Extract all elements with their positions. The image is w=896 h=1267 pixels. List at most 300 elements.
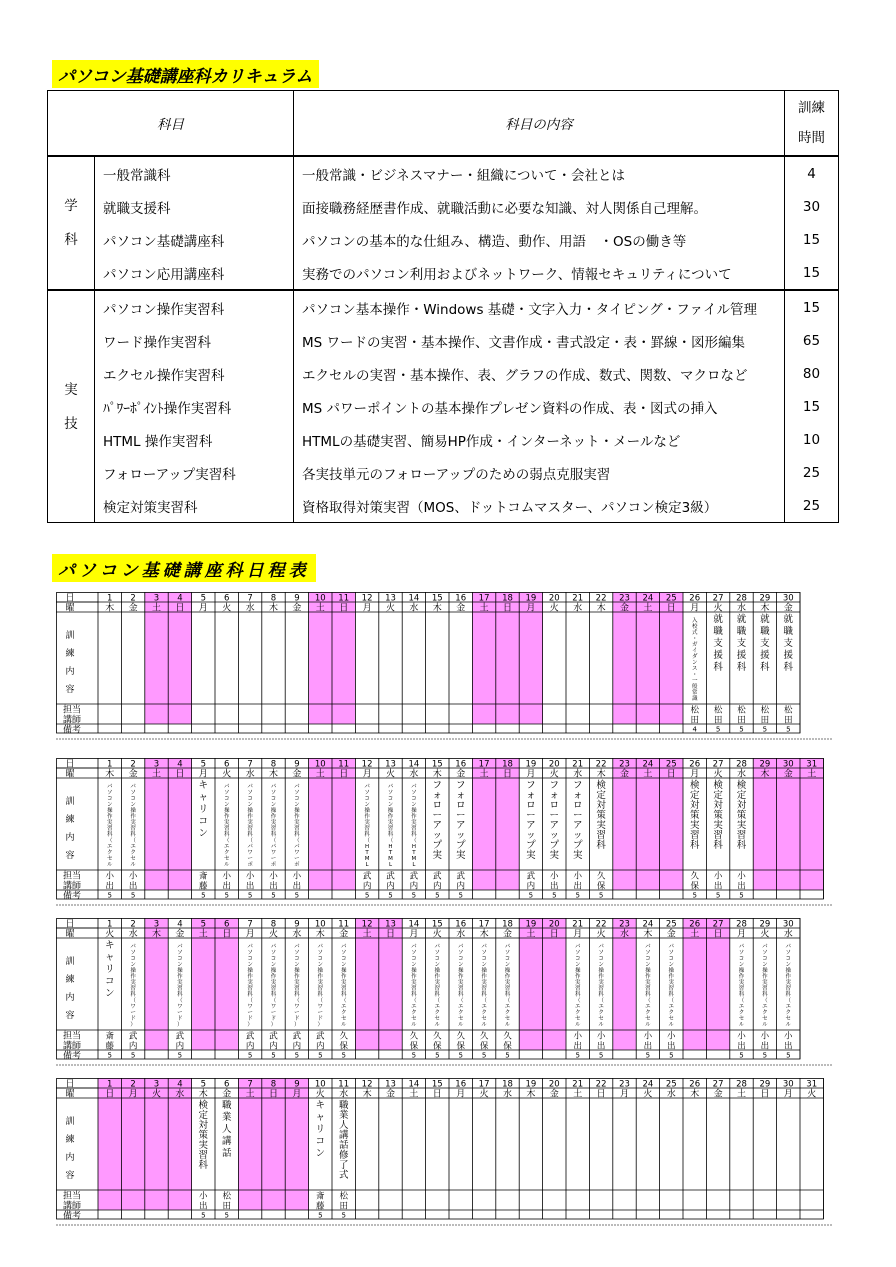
day-number: 7 (247, 919, 253, 930)
training-content-char: セ (434, 1016, 441, 1022)
teacher-name: 松 (784, 705, 793, 716)
training-content-char: 定 (713, 790, 723, 801)
training-content-char: ワ (294, 850, 300, 856)
training-content-char: 操 (668, 968, 675, 974)
training-content-char: 操 (738, 968, 745, 974)
training-content-char: 作 (645, 974, 651, 980)
training-content-char: パ (762, 944, 768, 950)
teacher-name: 小 (269, 871, 278, 882)
teacher-name: 出 (737, 1041, 746, 1052)
training-content-char: エ (340, 1004, 347, 1010)
row-label-content: 練 (65, 815, 75, 825)
training-content-char: 習 (411, 986, 417, 992)
day-number: 21 (572, 1079, 584, 1090)
teacher-name: 田 (222, 1201, 231, 1212)
training-content-char: ォ (455, 790, 466, 801)
training-content-char: 科 (457, 992, 464, 998)
weekday-label: 木 (105, 769, 115, 780)
teacher-name: 田 (713, 715, 723, 726)
teacher-name: 久 (409, 1031, 419, 1042)
training-content-char: コ (247, 796, 253, 802)
weekday-label: 金 (385, 1089, 396, 1100)
training-content-char: （ (668, 998, 675, 1004)
day-number: 27 (712, 759, 724, 770)
day-number: 19 (525, 1079, 537, 1090)
training-content-char: 科 (736, 840, 747, 851)
training-content-char: 習 (598, 986, 604, 992)
training-content-char: 操 (598, 968, 604, 974)
day-number: 31 (806, 1079, 818, 1090)
note-value: 5 (247, 1051, 253, 1060)
note-value: 5 (739, 891, 744, 900)
training-content-char: 職 (760, 626, 770, 637)
training-content-char: 操 (247, 808, 253, 814)
training-content-char: ・ (691, 672, 698, 678)
training-content-char: ー (294, 856, 300, 862)
training-content-char: ロ (572, 800, 583, 811)
training-content-char: コ (198, 816, 209, 827)
training-content-char: 作 (106, 814, 113, 820)
header-hours-line1: 訓練 (798, 100, 825, 116)
training-content-char: 就 (783, 614, 794, 625)
training-content-char: ッ (455, 830, 466, 841)
training-content-char: ド (317, 1016, 324, 1022)
weekday-label: 土 (526, 929, 536, 940)
weekday-label: 月 (198, 603, 208, 614)
curriculum-subject: パソコン応用講座科 (103, 266, 225, 283)
note-value: 5 (294, 891, 300, 900)
training-content-char: ア (455, 820, 466, 831)
weekday-label: 水 (736, 769, 747, 780)
day-number: 14 (408, 593, 420, 604)
day-number: 15 (431, 759, 443, 770)
weekday-label: 火 (385, 769, 396, 780)
training-content-char: コ (294, 796, 300, 802)
curriculum-category-char: 科 (64, 232, 78, 248)
teacher-name: 内 (456, 881, 465, 892)
teacher-name: 藤 (316, 1201, 325, 1212)
training-content-char: 講 (338, 1130, 349, 1141)
training-content-char: 操 (364, 808, 370, 814)
day-number: 22 (595, 759, 607, 770)
training-content-char: 科 (713, 840, 723, 851)
training-content-char: 校 (691, 624, 698, 630)
training-content-char: 操 (130, 808, 136, 814)
teacher-name: 内 (386, 881, 395, 892)
curriculum-hours: 15 (785, 223, 839, 256)
weekday-label: 土 (362, 929, 372, 940)
header-hours (785, 91, 839, 157)
training-content-char: プ (455, 840, 466, 851)
weekday-label: 土 (807, 769, 817, 780)
day-number: 6 (223, 919, 230, 930)
training-content-char: コ (104, 976, 115, 987)
teacher-name: 小 (105, 871, 114, 882)
weekday-label: 日 (549, 929, 559, 940)
training-content-char: T (365, 850, 369, 856)
curriculum-row (48, 456, 839, 489)
row-label-day: 日 (65, 919, 75, 930)
schedule-title: パソコン基礎講座科日程表 (52, 554, 316, 582)
day-number: 8 (270, 1079, 277, 1090)
training-content-char: ワ (247, 1004, 253, 1010)
weekday-label: 火 (549, 603, 559, 614)
training-content-char: ワ (247, 850, 253, 856)
training-content-char: 作 (668, 974, 675, 980)
training-content-char: 作 (762, 974, 768, 980)
training-content-char: ン (598, 962, 604, 968)
weekday-label: 日 (713, 929, 723, 940)
weekday-label: 土 (409, 1089, 419, 1100)
teacher-name: 出 (245, 881, 255, 892)
note-value: 5 (528, 891, 534, 900)
training-content-char: （ (247, 998, 253, 1004)
training-content-char: パ (247, 784, 253, 790)
teacher-name: 内 (316, 1041, 325, 1052)
weekday-label: 月 (690, 603, 700, 614)
training-content-char: ン (434, 962, 441, 968)
weekday-label: 金 (456, 603, 466, 614)
training-content-char: エ (598, 1004, 604, 1010)
training-content-char: （ (785, 998, 792, 1004)
training-content-char: ル (340, 1022, 347, 1028)
teacher-name: 出 (573, 1041, 582, 1052)
training-content-char: ） (317, 1022, 324, 1028)
teacher-name: 小 (292, 871, 302, 882)
day-number: 28 (736, 593, 747, 604)
training-content-char: ポ (294, 862, 300, 868)
day-number: 7 (247, 593, 253, 604)
training-content-char: （ (130, 838, 136, 844)
training-content-char: 作 (457, 974, 464, 980)
day-number: 15 (431, 919, 443, 930)
day-number: 17 (478, 759, 490, 770)
training-content-char: ォ (549, 790, 560, 801)
training-content-char: 識 (691, 696, 698, 702)
curriculum-content: MS パワーポイントの基本操作プレゼン資料の作成、表・図式の挿入 (294, 390, 785, 423)
training-content-char: 業 (338, 1110, 349, 1121)
training-content-char: エ (434, 1004, 441, 1010)
teacher-name: 田 (784, 715, 793, 726)
training-content-char: 職 (736, 626, 747, 637)
row-label-teacher: 講師 (62, 881, 82, 892)
teacher-name: 保 (479, 1041, 489, 1052)
training-content-char: 習 (247, 826, 253, 832)
training-content-char: エ (668, 1004, 675, 1010)
training-content-char: コ (177, 956, 183, 962)
training-content-char: 就 (760, 614, 770, 625)
training-content-char: 職 (713, 626, 723, 637)
training-content-char: ク (785, 1010, 792, 1016)
teacher-name: 藤 (105, 1041, 114, 1052)
training-content-char: ク (223, 850, 230, 856)
training-content-char: 操 (504, 968, 511, 974)
training-content-char: 実 (736, 820, 747, 831)
training-content-char: パ (317, 944, 324, 950)
training-content-char: セ (598, 1016, 604, 1022)
training-content-char: 科 (738, 992, 745, 998)
training-content-char: ン (762, 962, 768, 968)
day-number: 26 (689, 759, 701, 770)
training-content-char: パ (504, 944, 511, 950)
training-content-char: 科 (785, 992, 792, 998)
weekday-label: 日 (760, 1089, 770, 1100)
training-content-char: パ (785, 944, 792, 950)
training-content-char: パ (223, 784, 230, 790)
weekday-label: 月 (409, 929, 419, 940)
training-content-char: 業 (221, 1112, 232, 1123)
day-number: 29 (759, 759, 771, 770)
training-content-char: ド (270, 1016, 277, 1022)
note-value: 5 (739, 1051, 744, 1060)
curriculum-subject: 一般常識科 (95, 156, 294, 190)
training-content-char: 習 (574, 986, 581, 992)
day-number: 18 (502, 919, 513, 930)
teacher-name: 保 (503, 1041, 512, 1052)
day-number: 11 (338, 1079, 350, 1090)
teacher-name: 松 (760, 705, 770, 716)
training-content-char: 操 (387, 808, 394, 814)
training-content-char: （ (738, 998, 745, 1004)
weekday-label: 木 (432, 769, 442, 780)
training-content-char: ォ (526, 790, 536, 801)
training-content-char: 実 (762, 980, 768, 986)
training-content-char: セ (785, 1016, 792, 1022)
weekday-label: 月 (292, 1089, 302, 1100)
training-content-char: ッ (526, 830, 536, 841)
teacher-name: 小 (737, 871, 746, 882)
training-content-char: 習 (689, 830, 700, 841)
day-number: 26 (689, 919, 701, 930)
training-content-char: パ (130, 944, 136, 950)
training-content-char: 操 (294, 968, 300, 974)
training-content-char: キ (104, 940, 115, 951)
note-value: 5 (247, 891, 253, 900)
training-content-char: （ (762, 998, 768, 1004)
training-content-char: コ (645, 956, 651, 962)
training-content-char: 作 (130, 814, 136, 820)
training-content-char: ク (574, 1010, 581, 1016)
training-content-char: 支 (713, 638, 723, 649)
training-content-char: M (364, 856, 370, 862)
training-content-char: （ (411, 838, 417, 844)
training-content-char: セ (223, 856, 230, 862)
training-content-char: H (411, 844, 416, 850)
training-content-char: 実 (526, 850, 536, 861)
training-content-char: H (388, 844, 393, 850)
schedule-grid (56, 1078, 832, 1231)
curriculum-hours: 15 (785, 256, 839, 290)
training-content-char: 定 (689, 790, 700, 801)
training-content-char: ソ (738, 950, 745, 956)
curriculum-subject: ﾊﾟﾜｰﾎﾟｲﾝﾄ操作実習科 (103, 400, 232, 417)
training-content-char: 習 (411, 826, 417, 832)
day-number: 10 (314, 919, 326, 930)
teacher-name: 小 (784, 1031, 793, 1042)
training-content-char: （ (294, 998, 300, 1004)
training-content-char: 習 (270, 826, 277, 832)
day-number: 8 (270, 919, 277, 930)
row-label-note: 備考 (62, 725, 82, 736)
schedule-month-3 (56, 918, 832, 1071)
training-content-char: 作 (364, 814, 370, 820)
training-content-char: ン (247, 802, 253, 808)
training-content-char: 作 (481, 974, 487, 980)
curriculum-content: 資格取得対策実習（MOS、ドットコムマスター、パソコン検定3級） (294, 489, 785, 523)
training-content-char: 科 (411, 992, 417, 998)
row-label-content: 容 (65, 1171, 75, 1181)
curriculum-subject: パソコン基礎講座科 (103, 233, 225, 250)
weekday-label: 水 (736, 603, 747, 614)
training-content-char: ー (432, 810, 443, 821)
training-content-char: 援 (713, 650, 723, 661)
row-label-weekday: 曜 (65, 769, 75, 780)
weekday-label: 金 (619, 603, 630, 614)
curriculum-subject: フォローアップ実習科 (103, 466, 236, 483)
training-content-char: セ (574, 1016, 581, 1022)
training-content-char: パ (106, 784, 113, 790)
day-number: 30 (782, 759, 794, 770)
training-content-char: 作 (223, 814, 230, 820)
training-content-char: ソ (130, 950, 136, 956)
weekday-label: 月 (619, 1089, 630, 1100)
teacher-name: 小 (199, 1191, 208, 1202)
training-content-char: パ (270, 944, 277, 950)
training-content-char: ン (738, 962, 745, 968)
curriculum-category-char: 技 (64, 415, 78, 432)
teacher-name: 保 (456, 1041, 465, 1052)
curriculum-title: パソコン基礎講座科カリキュラム (52, 60, 319, 88)
training-content-char: 策 (198, 1130, 209, 1141)
training-content-char: 科 (130, 992, 136, 998)
training-content-char: 実 (457, 980, 464, 986)
weekday-label: 金 (339, 929, 349, 940)
training-content-char: ） (247, 1022, 253, 1028)
training-content-char: ン (106, 802, 113, 808)
note-value: 5 (224, 891, 229, 900)
training-content-char: 人 (338, 1120, 349, 1131)
training-content-char: ン (130, 802, 136, 808)
training-content-char: パ (411, 784, 417, 790)
training-content-char: 科 (223, 832, 230, 838)
training-content-char: 作 (411, 974, 417, 980)
training-content-char: パ (177, 944, 183, 950)
training-content-char: 就 (713, 614, 723, 625)
training-content-char: L (365, 862, 369, 868)
weekday-label: 月 (573, 929, 583, 940)
training-content-char: ン (411, 802, 417, 808)
weekday-label: 木 (362, 1089, 372, 1100)
curriculum-category (48, 290, 95, 523)
training-content-char: 支 (783, 638, 794, 649)
training-content-char: 作 (177, 974, 183, 980)
day-number: 28 (736, 1079, 747, 1090)
training-content-char: （ (177, 998, 183, 1004)
teacher-name: 武 (362, 871, 372, 882)
training-content-char: 操 (270, 808, 277, 814)
weekday-label: 月 (198, 769, 208, 780)
training-content-char: ワ (130, 1004, 136, 1010)
training-content-char: ク (411, 1010, 417, 1016)
day-number: 27 (712, 919, 724, 930)
day-number: 4 (177, 1079, 183, 1090)
training-content-char: 科 (364, 832, 370, 838)
training-content-char: ソ (177, 950, 183, 956)
training-content-char: ン (411, 962, 417, 968)
teacher-name: 武 (175, 1031, 185, 1042)
day-number: 20 (548, 593, 560, 604)
training-content-char: 話 (338, 1140, 349, 1151)
weekday-label: 月 (736, 929, 747, 940)
training-content-char: 操 (247, 968, 253, 974)
training-content-char: 操 (317, 968, 324, 974)
training-content-char: ル (668, 1022, 675, 1028)
teacher-name: 出 (222, 881, 231, 892)
teacher-name: 出 (667, 1041, 676, 1052)
curriculum-subject: パソコン操作実習科 (95, 290, 294, 324)
weekday-label: 木 (432, 603, 442, 614)
row-label-content: 容 (65, 851, 75, 861)
training-content-char: 習 (270, 986, 277, 992)
teacher-name: 小 (713, 871, 723, 882)
weekday-label: 日 (666, 603, 676, 614)
training-content-char: ワ (294, 1004, 300, 1010)
row-label-content: 訓 (65, 1117, 75, 1127)
training-content-char: 式 (691, 630, 698, 636)
weekday-label: 火 (713, 603, 723, 614)
training-content-char: 科 (317, 992, 324, 998)
note-value: 5 (294, 1051, 300, 1060)
curriculum-content: 各実技単元のフォローアップのための弱点克服実習 (294, 456, 785, 489)
day-number: 17 (478, 593, 490, 604)
teacher-name: 小 (573, 871, 582, 882)
teacher-name: 武 (269, 1031, 278, 1042)
day-number: 18 (502, 593, 513, 604)
day-number: 12 (361, 1079, 373, 1090)
training-content-char: 就 (736, 614, 747, 625)
training-content-char: 科 (247, 992, 253, 998)
teacher-name: 小 (596, 1031, 606, 1042)
training-content-char: エ (481, 1004, 487, 1010)
day-number: 1 (106, 593, 113, 604)
training-content-char: パ (364, 784, 370, 790)
schedule-month-1 (56, 592, 832, 745)
day-number: 6 (223, 759, 230, 770)
training-content-char: ル (785, 1022, 792, 1028)
teacher-name: 武 (456, 871, 465, 882)
training-content-char: エ (785, 1004, 792, 1010)
training-content-char: 対 (689, 800, 700, 811)
training-content-char: コ (762, 956, 768, 962)
curriculum-subject: HTML 操作実習科 (103, 433, 213, 450)
training-content-char: ル (130, 862, 136, 868)
day-number: 12 (361, 919, 373, 930)
training-content-char: ォ (572, 790, 583, 801)
training-content-char: 作 (270, 814, 277, 820)
training-content-char: 定 (596, 790, 606, 801)
training-content-char: ） (294, 1022, 300, 1028)
teacher-name: 出 (596, 1041, 606, 1052)
curriculum-content: HTMLの基礎実習、簡易HP作成・インターネット・メールなど (294, 423, 785, 456)
curriculum-subject: 就職支援科 (103, 200, 171, 217)
training-content-char: パ (457, 944, 464, 950)
teacher-name: 小 (550, 871, 559, 882)
weekday-label: 木 (198, 1089, 208, 1100)
teacher-name: 久 (503, 1031, 512, 1042)
teacher-name: 出 (269, 881, 278, 892)
training-content-char: 実 (481, 980, 487, 986)
teacher-name: 出 (760, 1041, 770, 1052)
